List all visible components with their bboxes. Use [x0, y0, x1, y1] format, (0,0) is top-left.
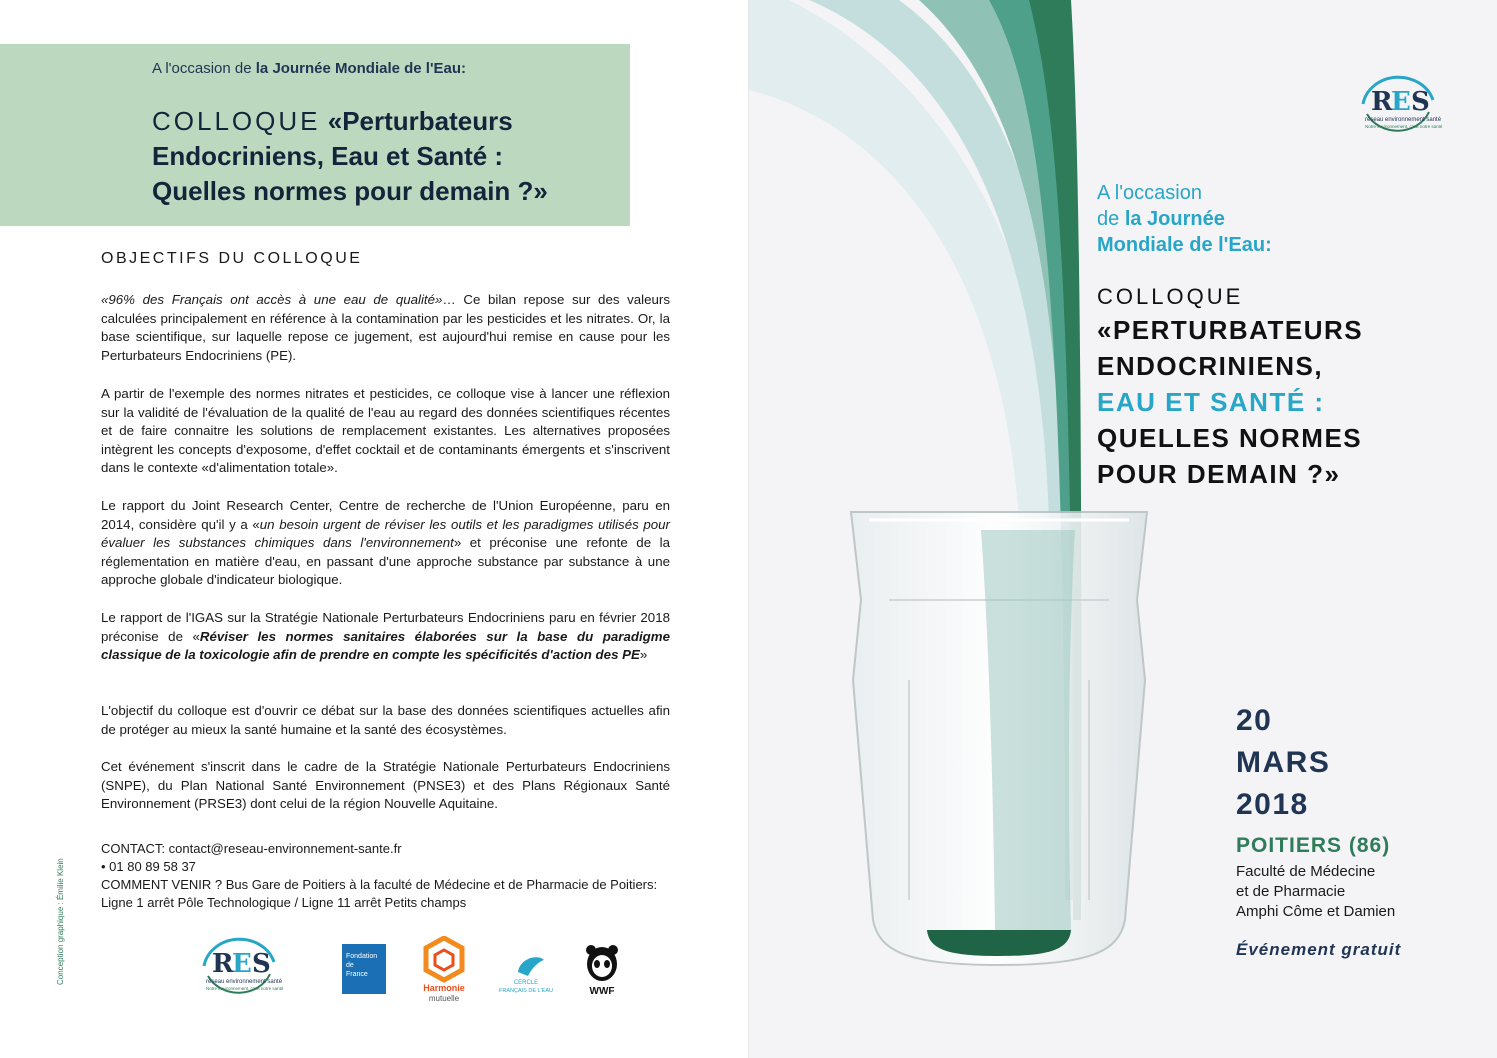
- wwf-panda-logo: [582, 942, 622, 998]
- occasion-line: A l'occasion de la Journée Mondiale de l'Eau:: [152, 60, 467, 77]
- svg-text:Fondation: Fondation: [346, 953, 378, 960]
- svg-text:R: R: [1371, 87, 1393, 117]
- paragraph-6: Cet événement s'inscrit dans le cadre de la Stratégie Nationale Perturbateurs Endocriniens (SNPE), du Plan National Santé Environnement (PNSE3) et des Plans Régionaux Santé Environnement (PRSE3) dont celui de la région Nouvelle Aquitaine.: [101, 759, 670, 812]
- colloque-title: COLLOQUE «Perturbateurs Endocriniens, Eau et Santé : Quelles normes pour demain ?»: [152, 106, 548, 206]
- harmonie-mutuelle-logo: [416, 936, 472, 1002]
- svg-text:Harmonie: Harmonie: [423, 983, 465, 993]
- svg-text:S: S: [252, 949, 271, 979]
- directions: COMMENT VENIR ? Bus Gare de Poitiers à la faculté de Médecine et de Pharmacie de Poitiers: Ligne 1 arrêt Pôle Technologique / Ligne 11 arrêt Petits champs: [101, 877, 658, 910]
- contact-block: [101, 840, 681, 912]
- partner-logos: [190, 936, 630, 1006]
- left-page: [0, 0, 748, 1058]
- svg-text:de: de: [346, 962, 354, 969]
- svg-text:S: S: [1411, 87, 1430, 117]
- svg-text:Notre environnement, c'est not: Notre environnement, c'est notre santé: [1365, 124, 1443, 129]
- svg-text:WWF: WWF: [589, 986, 615, 997]
- svg-text:réseau environnement santé: réseau environnement santé: [1365, 117, 1442, 123]
- free-event-label: Événement gratuit: [1236, 940, 1402, 959]
- contact-phone: • 01 80 89 58 37: [101, 859, 196, 874]
- svg-text:FRANÇAIS DE L'EAU: FRANÇAIS DE L'EAU: [499, 988, 553, 994]
- paragraph-2: A partir de l'exemple des normes nitrates et pesticides, ce colloque vise à lancer une réflexion sur la validité de l'évaluation de la qualité de l'eau au regard des données scientifiques récentes et de faire connaitre les solutions de remplacement existantes. Les alternatives proposées intègrent les concepts d'exposome, d'effet cocktail et de contaminants émergents et s'inscrivent dans le contexte «d'alimentation totale».: [101, 386, 670, 476]
- svg-text:mutuelle: mutuelle: [428, 994, 460, 1002]
- event-city: POITIERS (86): [1236, 834, 1391, 857]
- occasion-block: A l'occasion de la Journée Mondiale de l'Eau:: [1097, 182, 1272, 256]
- colloque-title-right: «PERTURBATEURS ENDOCRINIENS, EAU ET SANTÉ : QUELLES NORMES POUR DEMAIN ?»: [1097, 315, 1364, 489]
- paragraph-5: L'objectif du colloque est d'ouvrir ce débat sur la base des données scientifiques actuelles afin de protéger au mieux la santé humaine et la santé des écosystèmes.: [101, 703, 670, 737]
- objectives-heading: OBJECTIFS DU COLLOQUE: [101, 250, 363, 267]
- contact-email[interactable]: CONTACT: contact@reseau-environnement-sante.fr: [101, 841, 402, 856]
- svg-text:CERCLE: CERCLE: [513, 980, 539, 986]
- svg-text:France: France: [346, 971, 368, 978]
- res-logo-top: [1349, 74, 1449, 136]
- res-logo: [190, 936, 290, 998]
- svg-text:réseau environnement santé: réseau environnement santé: [206, 979, 283, 985]
- paragraph-3: Le rapport du Joint Research Center, Centre de recherche de l'Union Européenne, paru en 2014, considère qu'il y a «un besoin urgent de réviser les outils et les paradigmes utilisés pour évaluer les substances chimiques dans l'environnement» et préconise une refonte de la réglementation en matière d'eau, en passant d'une approche substance par substance à une approche globale d'indicateur biologique.: [101, 498, 671, 588]
- paragraph-1: «96% des Français ont accès à une eau de qualité»… Ce bilan repose sur des valeurs calculées principalement en référence à la contamination par les pesticides et les nitrates. Or, la base scientifique, sur laquelle repose ce jugement, est aujourd'hui remise en cause pour les Perturbateurs Endocriniens (PE).: [101, 292, 670, 363]
- right-page: [749, 0, 1497, 1058]
- paragraph-4: Le rapport de l'IGAS sur la Stratégie Nationale Perturbateurs Endocriniens paru en février 2018 préconise de «Réviser les normes sanitaires élaborées sur la base du paradigme classique de la toxicologie afin de prendre en compte les spécificités d'action des PE»: [101, 610, 670, 663]
- event-venue: Faculté de Médecine et de Pharmacie Amphi Côme et Damien: [1236, 863, 1396, 920]
- design-credit: Conception graphique : Émilie Klein: [56, 858, 65, 985]
- svg-text:E: E: [232, 949, 252, 979]
- event-date: 20 MARS 2018: [1236, 704, 1331, 821]
- colloque-label: COLLOQUE: [1097, 284, 1244, 309]
- svg-text:E: E: [1391, 87, 1411, 117]
- svg-text:Notre environnement, c'est not: Notre environnement, c'est notre santé: [206, 986, 284, 991]
- fondation-de-france-logo: [342, 944, 386, 994]
- cercle-francais-de-leau-logo: [488, 950, 564, 998]
- svg-text:R: R: [212, 949, 234, 979]
